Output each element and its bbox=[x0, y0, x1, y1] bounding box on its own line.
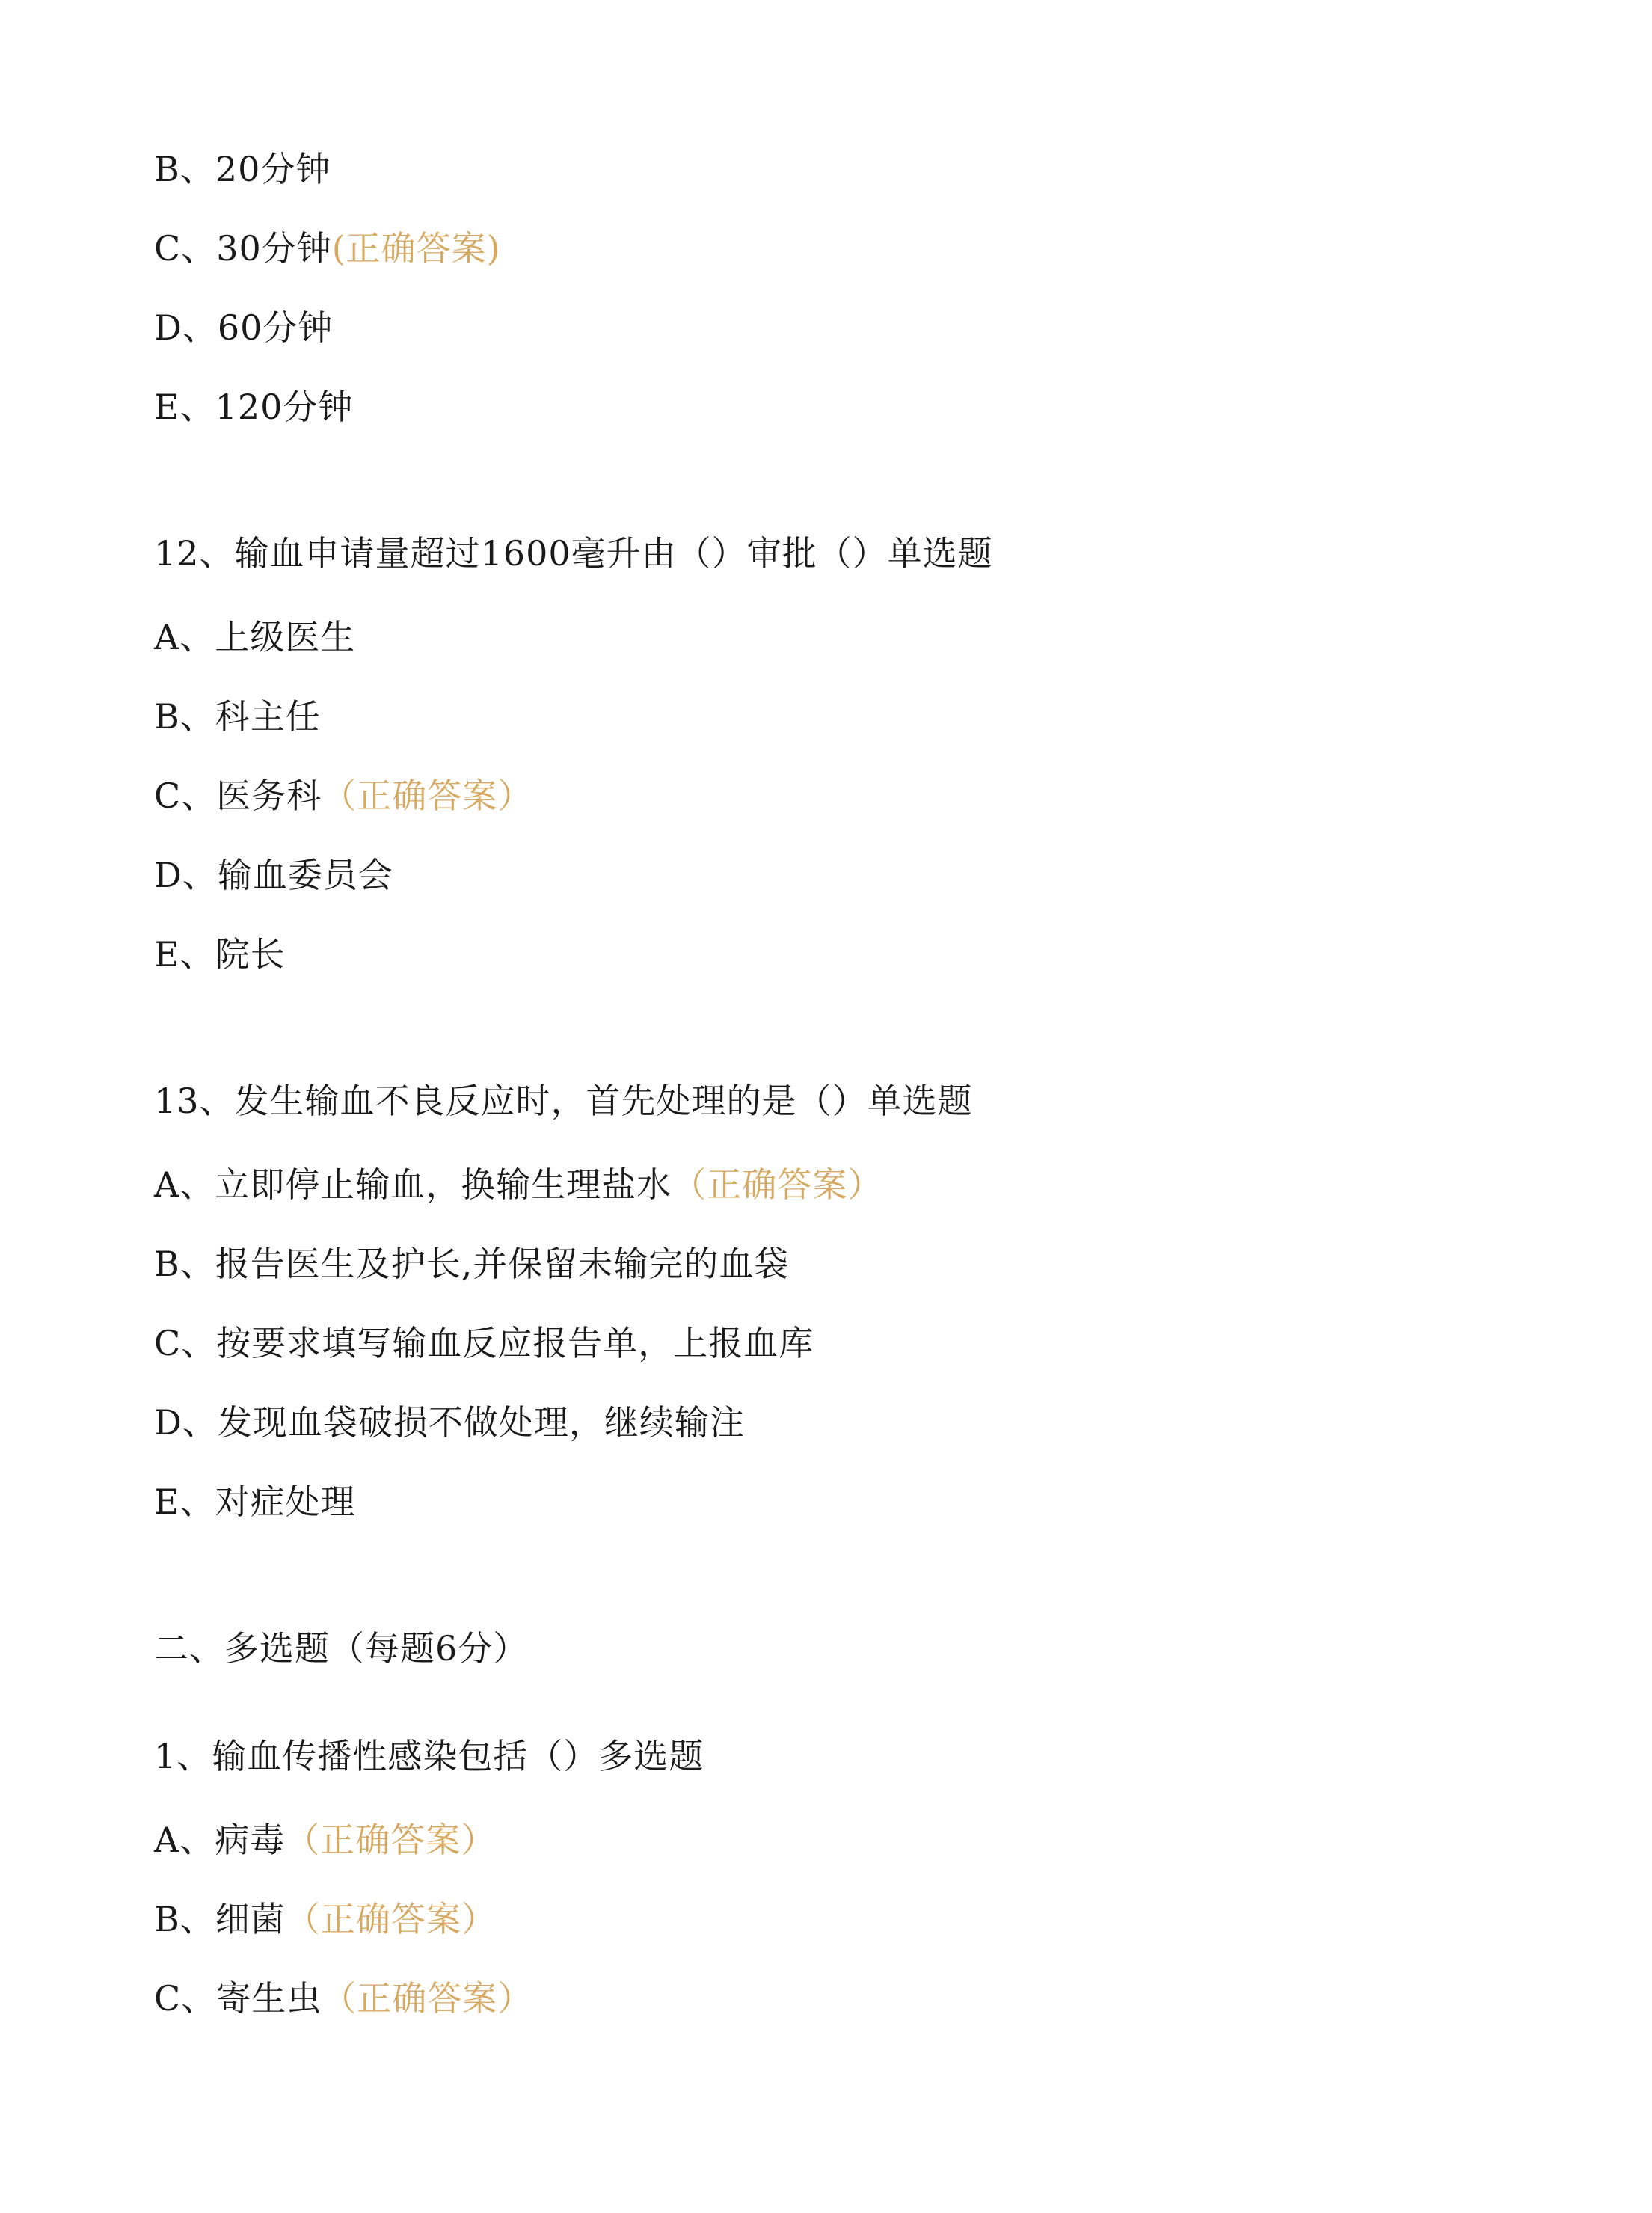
option-text: D、输血委员会 bbox=[154, 855, 393, 895]
mq1-option-b bbox=[154, 1897, 497, 1942]
option-text: E、院长 bbox=[154, 934, 286, 974]
option-text: B、细菌 bbox=[154, 1899, 286, 1939]
section-title: 二、多选题（每题6分） bbox=[154, 1628, 529, 1669]
option-text: C、30分钟 bbox=[154, 228, 332, 268]
correct-answer-mark: （正确答案） bbox=[672, 1164, 883, 1205]
q12-option-d bbox=[154, 853, 393, 897]
option-text: B、科主任 bbox=[154, 696, 321, 737]
question-text: 1、输血传播性感染包括（）多选题 bbox=[154, 1736, 704, 1776]
option-e bbox=[154, 384, 353, 429]
q13-option-b bbox=[154, 1241, 789, 1286]
option-text: D、60分钟 bbox=[154, 307, 334, 348]
q13-option-c bbox=[154, 1321, 814, 1366]
question-text: 12、输血申请量超过1600毫升由（）审批（）单选题 bbox=[154, 533, 993, 574]
option-text: C、医务科 bbox=[154, 776, 322, 816]
option-text: C、按要求填写输血反应报告单，上报血库 bbox=[154, 1323, 814, 1363]
option-text: A、病毒 bbox=[154, 1820, 286, 1860]
mq1-option-c bbox=[154, 1976, 532, 2021]
correct-answer-mark: （正确答案） bbox=[322, 1978, 533, 2019]
q12-option-a bbox=[154, 615, 355, 660]
option-text: B、20分钟 bbox=[154, 149, 331, 189]
option-b bbox=[154, 147, 331, 191]
q12-option-c bbox=[154, 773, 532, 818]
option-text: A、上级医生 bbox=[154, 617, 356, 657]
q13-option-a bbox=[154, 1162, 882, 1207]
correct-answer-mark: （正确答案） bbox=[285, 1820, 497, 1860]
option-text: E、120分钟 bbox=[154, 387, 354, 427]
option-text: A、立即停止输血，换输生理盐水 bbox=[154, 1164, 672, 1205]
question-text: 13、发生输血不良反应时，首先处理的是（）单选题 bbox=[154, 1081, 973, 1121]
question-13 bbox=[154, 1078, 973, 1123]
option-c bbox=[154, 226, 501, 271]
option-text: D、发现血袋破损不做处理，继续输注 bbox=[154, 1402, 745, 1443]
option-text: E、对症处理 bbox=[154, 1482, 356, 1522]
correct-answer-mark: （正确答案） bbox=[285, 1899, 497, 1939]
question-12 bbox=[154, 531, 993, 576]
q13-option-e bbox=[154, 1479, 356, 1524]
mq1-option-a bbox=[154, 1817, 496, 1862]
correct-answer-mark: (正确答案) bbox=[331, 228, 501, 268]
correct-answer-mark: （正确答案） bbox=[322, 776, 533, 816]
option-d bbox=[154, 305, 333, 350]
section-heading bbox=[154, 1626, 528, 1671]
option-text: B、报告医生及护长,并保留未输完的血袋 bbox=[154, 1244, 790, 1284]
q13-option-d bbox=[154, 1400, 745, 1445]
option-text: C、寄生虫 bbox=[154, 1978, 322, 2019]
q12-option-e bbox=[154, 932, 286, 977]
multi-question-1 bbox=[154, 1734, 704, 1778]
q12-option-b bbox=[154, 694, 321, 739]
